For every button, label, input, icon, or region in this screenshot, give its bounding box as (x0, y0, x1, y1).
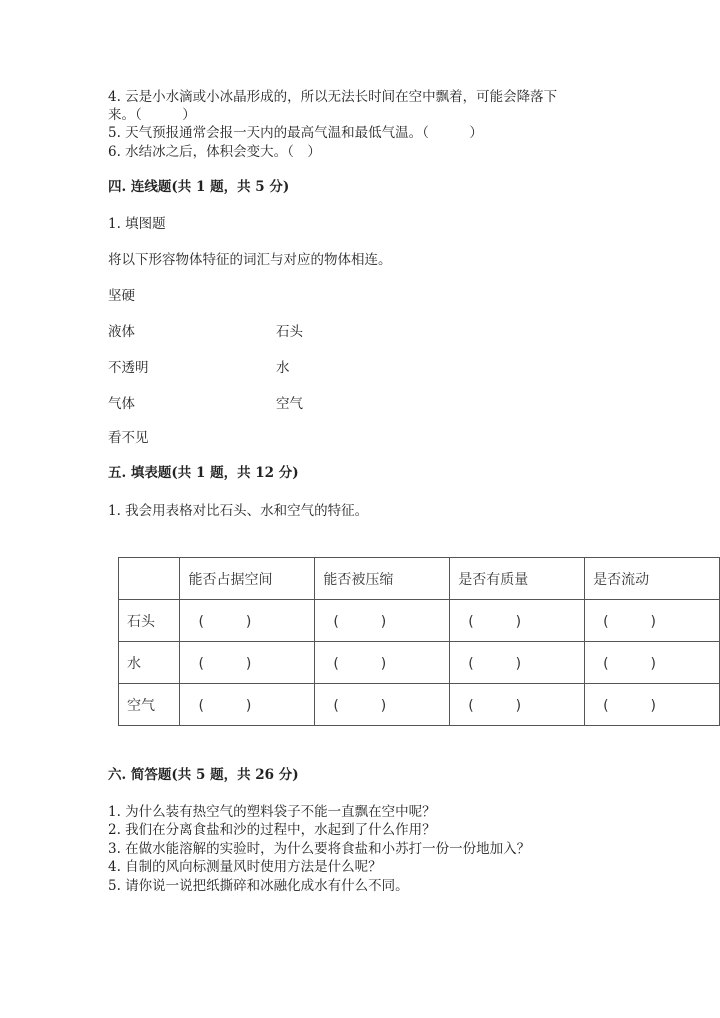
row-label: 水 (119, 642, 180, 684)
match-right-item: 石头 (276, 324, 303, 340)
s6-question: 1. 为什么装有热空气的塑料袋子不能一直飘在空中呢？ (108, 804, 436, 820)
answer-cell[interactable]: ( ) (450, 642, 585, 684)
judge-q6: 6. 水结冰之后，体积会变大。（ ） (108, 144, 321, 160)
answer-cell[interactable]: ( ) (315, 642, 450, 684)
header-cell (119, 558, 180, 600)
judge-q4: 4. 云是小水滴或小冰晶形成的，所以无法长时间在空中飘着，可能会降落下 (108, 89, 558, 105)
table-row (119, 684, 720, 726)
answer-cell[interactable]: ( ) (450, 684, 585, 726)
match-left-item: 液体 (108, 324, 135, 340)
s6-question: 5. 请你说一说把纸撕碎和冰融化成水有什么不同。 (108, 878, 409, 894)
section5-title: 五. 填表题(共 1 题，共 12 分) (108, 465, 299, 481)
row-label: 石头 (119, 600, 180, 642)
s4-instruction: 将以下形容物体特征的词汇与对应的物体相连。 (108, 252, 392, 268)
match-left-item: 气体 (108, 396, 135, 412)
table-row (119, 642, 720, 684)
s6-question: 3. 在做水能溶解的实验时，为什么要将食盐和小苏打一份一份地加入？ (108, 841, 531, 857)
match-left-item: 不透明 (108, 360, 149, 376)
judge-q5: 5. 天气预报通常会报一天内的最高气温和最低气温。（ ） (108, 125, 483, 141)
answer-cell[interactable]: ( ) (180, 600, 315, 642)
answer-cell[interactable]: ( ) (315, 684, 450, 726)
answer-cell[interactable]: ( ) (585, 600, 720, 642)
header-cell: 是否有质量 (450, 558, 585, 600)
match-left-item: 看不见 (108, 430, 149, 446)
section4-title: 四. 连线题(共 1 题，共 5 分) (108, 179, 290, 195)
match-right-item: 水 (276, 360, 290, 376)
s5-question: 1. 我会用表格对比石头、水和空气的特征。 (108, 503, 369, 519)
match-left-item: 坚硬 (108, 288, 135, 304)
table-row (119, 600, 720, 642)
s6-question: 2. 我们在分离食盐和沙的过程中，水起到了什么作用？ (108, 822, 436, 838)
match-right-item: 空气 (276, 396, 303, 412)
answer-cell[interactable]: ( ) (180, 642, 315, 684)
answer-cell[interactable]: ( ) (315, 600, 450, 642)
section6-title: 六. 简答题(共 5 题，共 26 分) (108, 767, 299, 783)
row-label: 空气 (119, 684, 180, 726)
s6-question: 4. 自制的风向标测量风时使用方法是什么呢？ (108, 859, 382, 875)
table-header-row (119, 558, 720, 600)
header-cell: 是否流动 (585, 558, 720, 600)
answer-cell[interactable]: ( ) (585, 642, 720, 684)
answer-cell[interactable]: ( ) (180, 684, 315, 726)
s4-question: 1. 填图题 (108, 216, 166, 232)
answer-cell[interactable]: ( ) (585, 684, 720, 726)
comparison-table (118, 557, 720, 726)
header-cell: 能否占据空间 (180, 558, 315, 600)
header-cell: 能否被压缩 (315, 558, 450, 600)
judge-q4-cont: 来。（ ） (108, 107, 196, 123)
answer-cell[interactable]: ( ) (450, 600, 585, 642)
